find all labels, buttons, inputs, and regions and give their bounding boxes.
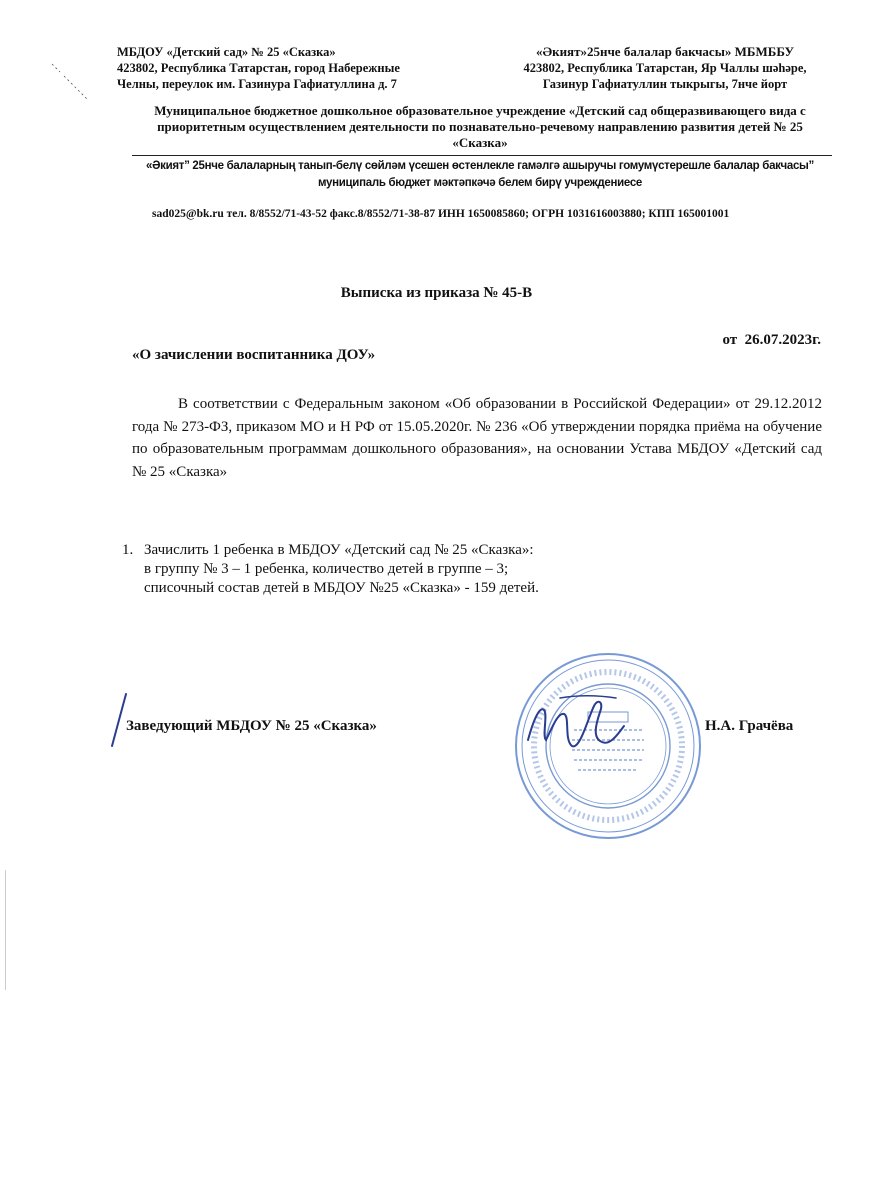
handwritten-signature [520, 688, 630, 758]
preamble-text: В соответствии с Федеральным законом «Об образовании в Российской Федерации» от 29.12.2012 года № 273-ФЗ, приказом МО и Н РФ от 15.05.2020г. № 236 «Об утверждении порядка приёма на обучение по образовательным программам дошкольного образования», на основании Устава МБДОУ «Детский сад № 25 «Сказка» [132, 396, 822, 480]
order-item-line1: Зачислить 1 ребенка в МБДОУ «Детский сад № 25 «Сказка»: [144, 542, 534, 558]
signer-name: Н.А. Грачёва [705, 718, 794, 734]
header-right [500, 44, 830, 92]
header-divider [132, 155, 832, 156]
institution-full-name: Муниципальное бюджетное дошкольное образовательное учреждение «Детский сад общеразвивающего вида с приоритетным осуществлением деятельности по познавательно-речевому направлению развития детей № 25 «Сказка» [154, 103, 806, 150]
signer-position: Заведующий МБДОУ № 25 «Сказка» [126, 718, 377, 734]
header-right-line1: «Әкият»25нче балалар бакчасы» МБМББУ [535, 44, 795, 59]
document-title: Выписка из приказа № 45-В [340, 285, 533, 301]
document-subject: «О зачислении воспитанника ДОУ» [132, 347, 376, 363]
order-item-line3: списочный состав детей в МБДОУ №25 «Сказка» - 159 детей. [144, 580, 539, 596]
header-left-line2: 423802, Республика Татарстан, город Набережные [117, 61, 400, 75]
header-right-line2: 423802, Республика Татарстан, Яр Чаллы шәһәре, [523, 61, 807, 75]
institution-tatar-name: «Әкият” 25нче балаларның танып-белү сөйләм үсешен өстенлекле гамәлгә ашыручы гомумүстерешле балалар бакчасы” муниципаль бюджет мәктәпкәчә белем бирү учреждениесе [145, 160, 815, 189]
scan-mark [48, 60, 98, 110]
header-left-line1: МБДОУ «Детский сад» № 25 «Сказка» [117, 45, 336, 59]
scan-edge-line [5, 870, 6, 990]
header-right-line3: Газинур Гафиатуллин тыкрыгы, 7нче йорт [542, 77, 788, 91]
document-date: от 26.07.2023г. [722, 332, 821, 348]
order-item-line2: в группу № 3 – 1 ребенка, количество детей в группе – 3; [144, 561, 509, 577]
header-left-line3: Челны, переулок им. Газинура Гафиатуллина д. 7 [117, 77, 397, 91]
header-left [117, 44, 477, 92]
preamble [132, 393, 822, 483]
order-item-number: 1. [122, 542, 134, 558]
institution-contacts: sad025@bk.ru тел. 8/8552/71-43-52 факс.8/8552/71-38-87 ИНН 1650085860; ОГРН 1031616003880; КПП 165001001 [152, 208, 730, 220]
order-item [122, 541, 822, 598]
